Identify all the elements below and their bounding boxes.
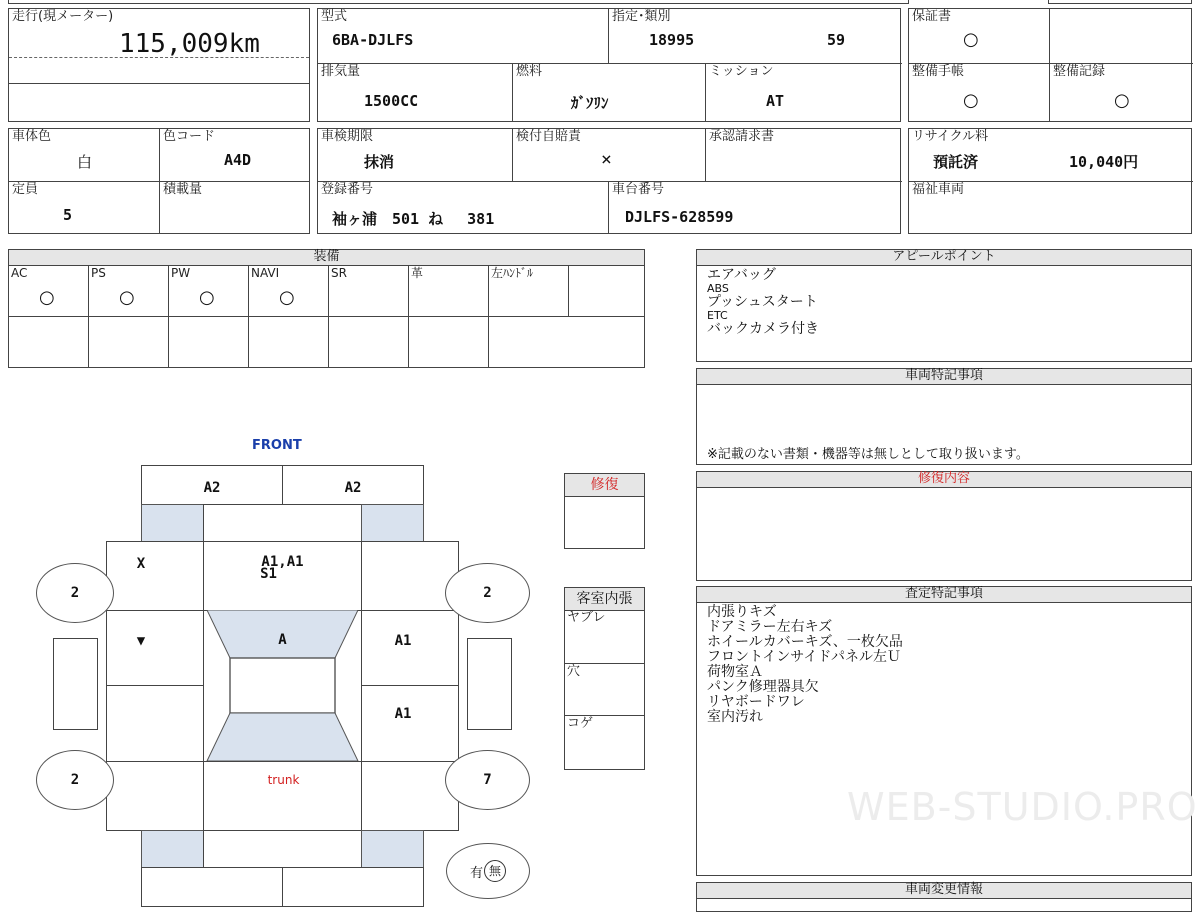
equipment-label: 左ﾊﾝﾄﾞﾙ xyxy=(491,266,534,280)
chassis-cell xyxy=(609,182,902,233)
equipment-blank-cell xyxy=(169,317,249,367)
windshield-label: A xyxy=(278,632,287,648)
rear-bumper-left xyxy=(141,867,283,907)
reg-cell xyxy=(318,182,609,233)
warranty-block xyxy=(908,8,1192,122)
warranty-blank-cell xyxy=(1050,9,1193,64)
right-fender xyxy=(361,541,459,611)
recycle-cell xyxy=(909,129,1193,182)
spec-value-1: 18995 xyxy=(649,31,695,49)
spare-yes-label: 有 xyxy=(469,865,483,881)
tire-rear-right-label: 7 xyxy=(483,772,492,788)
mileage-value: 115,009km xyxy=(119,29,260,59)
left-front-door-label: ▼ xyxy=(136,633,146,649)
inspection-block xyxy=(317,128,901,234)
appeal-line: エアバッグ xyxy=(707,267,776,283)
assessment-box xyxy=(696,586,1198,876)
welfare-label: 福祉車両 xyxy=(912,182,965,197)
transmission-label: ミッション xyxy=(709,64,774,79)
inspection-value: 抹消 xyxy=(364,153,395,171)
front-bumper-right xyxy=(282,465,424,505)
warranty-value: ○ xyxy=(963,29,979,50)
color-code-label: 色コード xyxy=(163,129,216,144)
right-sill xyxy=(467,638,512,730)
equipment-cell xyxy=(9,265,89,317)
equipment-label: 革 xyxy=(411,266,424,280)
insurance-cell xyxy=(513,129,706,182)
left-fender-label: X xyxy=(136,556,146,572)
assessment-line: パンク修理器具欠 xyxy=(707,679,819,695)
interior-item xyxy=(565,664,644,716)
left-quarter xyxy=(106,761,204,831)
maint-record-value: ○ xyxy=(1114,90,1130,111)
capacity-cell xyxy=(9,182,160,233)
equipment-label: AC xyxy=(11,266,28,280)
front-bumper-left xyxy=(141,465,283,505)
equipment-blank-cell xyxy=(569,317,644,367)
repair-content-box xyxy=(696,471,1192,581)
maint-book-label: 整備手帳 xyxy=(912,64,965,79)
capacity-value: 5 xyxy=(63,206,73,224)
spec-cell xyxy=(609,9,902,64)
rear-right-corner xyxy=(361,830,424,868)
reg-label: 登録番号 xyxy=(321,182,374,197)
appeal-list xyxy=(707,268,819,337)
repair-box-title: 修復 xyxy=(565,474,644,497)
top-edge-line-right xyxy=(1048,0,1192,4)
equipment-value: ○ xyxy=(279,287,295,308)
mileage-block xyxy=(8,8,310,122)
assessment-line: 内張りキズ xyxy=(707,604,777,620)
model-cell xyxy=(318,9,609,64)
welfare-cell xyxy=(909,182,1193,233)
recycle-amount: 10,040円 xyxy=(1069,153,1139,171)
maint-book-value: ○ xyxy=(963,90,979,111)
warranty-cell xyxy=(909,9,1050,64)
displacement-value: 1500CC xyxy=(364,92,419,110)
repair-box xyxy=(564,473,645,549)
trunk-lid xyxy=(203,761,362,831)
equipment-value: ○ xyxy=(39,287,55,308)
equipment-cell xyxy=(329,265,409,317)
equipment-cell xyxy=(249,265,329,317)
equipment-cell xyxy=(569,265,644,317)
interior-item-label: 穴 xyxy=(567,664,581,679)
assessment-line: 荷物室Ａ xyxy=(707,664,763,680)
left-front-door xyxy=(106,610,204,686)
tire-rear-left xyxy=(36,750,114,810)
tire-front-right-label: 2 xyxy=(483,585,492,601)
notes-footer: ※記載のない書類・機器等は無しとして取り扱います。 xyxy=(707,447,1029,462)
load-cell xyxy=(160,182,309,233)
right-rear-door xyxy=(361,685,459,762)
fuel-cell xyxy=(513,64,706,121)
transmission-value: AT xyxy=(766,92,785,110)
insurance-label: 検付自賠責 xyxy=(516,129,582,144)
approval-cell xyxy=(706,129,902,182)
appeal-line: ETC xyxy=(707,309,728,322)
front-center xyxy=(203,504,362,542)
equipment-blank-cell xyxy=(249,317,329,367)
rear-left-corner xyxy=(141,830,204,868)
inspection-label: 車検期限 xyxy=(321,129,374,144)
assessment-title: 査定特記事項 xyxy=(697,587,1191,603)
maint-record-label: 整備記録 xyxy=(1053,64,1106,79)
interior-item-label: ヤブレ xyxy=(567,610,606,625)
equipment-label: PS xyxy=(91,266,106,280)
tire-front-left-label: 2 xyxy=(70,585,80,601)
displacement-label: 排気量 xyxy=(321,64,361,79)
spec-label: 指定･類別 xyxy=(612,9,671,24)
rear-center xyxy=(203,830,362,868)
equipment-title: 装備 xyxy=(9,250,644,266)
mileage-divider xyxy=(9,83,309,84)
recycle-status: 預託済 xyxy=(933,153,979,171)
interior-item xyxy=(565,716,644,769)
left-rear-door xyxy=(106,685,204,762)
equipment-blank-cell xyxy=(89,317,169,367)
front-label: FRONT xyxy=(252,438,302,453)
color-value: 白 xyxy=(77,153,93,171)
assessment-line: フロントインサイドパネル左Ｕ xyxy=(707,649,902,665)
displacement-cell xyxy=(318,64,513,121)
chassis-value: DJLFS-628599 xyxy=(625,208,734,226)
roof-panel-shape xyxy=(230,658,335,713)
equipment-grid xyxy=(9,265,644,367)
equipment-table xyxy=(8,249,645,368)
notes-title: 車両特記事項 xyxy=(697,369,1191,385)
rear-glass-shape xyxy=(207,713,358,761)
equipment-blank-cell xyxy=(489,317,569,367)
equipment-label: PW xyxy=(171,266,191,280)
appeal-line: バックカメラ付き xyxy=(707,321,819,337)
inspection-cell xyxy=(318,129,513,182)
equipment-cell xyxy=(489,265,569,317)
model-block xyxy=(317,8,901,122)
transmission-cell xyxy=(706,64,902,121)
recycle-label: リサイクル料 xyxy=(912,129,989,144)
warranty-label: 保証書 xyxy=(912,9,952,24)
change-info-box xyxy=(696,882,1192,912)
equipment-cell xyxy=(89,265,169,317)
front-right-corner xyxy=(361,504,424,542)
hood-label-2: S1 xyxy=(260,566,277,582)
front-bumper-left-label: A2 xyxy=(203,480,221,496)
appeal-line: プッシュスタート xyxy=(707,294,818,310)
model-value: 6BA-DJLFS xyxy=(332,31,414,49)
color-label: 車体色 xyxy=(12,129,52,144)
color-block xyxy=(8,128,310,234)
mileage-label: 走行(現メーター) xyxy=(12,9,114,24)
interior-title: 客室内張 xyxy=(565,588,644,611)
load-label: 積載量 xyxy=(163,182,203,197)
equipment-cell xyxy=(169,265,249,317)
color-cell xyxy=(9,129,160,182)
left-sill xyxy=(53,638,98,730)
equipment-cell xyxy=(409,265,489,317)
trunk-label: trunk xyxy=(267,773,300,787)
equipment-value: ○ xyxy=(119,287,135,308)
capacity-label: 定員 xyxy=(12,182,39,197)
color-code-value: A4D xyxy=(224,151,252,169)
front-bumper-right-label: A2 xyxy=(344,480,362,496)
model-label: 型式 xyxy=(321,9,348,24)
reg-value: 袖ヶ浦 501 ね 381 xyxy=(332,210,495,228)
assessment-line: ドアミラー左右キズ xyxy=(707,619,833,635)
interior-item-label: コゲ xyxy=(567,716,594,731)
spare-no-circle xyxy=(484,860,506,882)
assessment-line: 室内汚れ xyxy=(707,709,763,725)
notes-box xyxy=(696,368,1192,465)
fuel-value: ｶﾞｿﾘﾝ xyxy=(571,94,609,112)
right-quarter xyxy=(361,761,459,831)
hood xyxy=(203,541,362,611)
top-edge-line-left xyxy=(8,0,909,4)
assessment-line: リヤボードワレ xyxy=(707,694,805,710)
rear-bumper-right xyxy=(282,867,424,907)
fuel-label: 燃料 xyxy=(516,64,543,79)
interior-box xyxy=(564,587,645,770)
equipment-blank-cell xyxy=(329,317,409,367)
appeal-line: ABS xyxy=(707,282,729,295)
car-diagram xyxy=(0,430,560,900)
tire-front-right xyxy=(445,563,530,623)
tire-rear-right xyxy=(445,750,530,810)
spec-value-2: 59 xyxy=(827,31,846,49)
right-rear-door-label: A1 xyxy=(394,706,412,722)
front-left-corner xyxy=(141,504,204,542)
assessment-list xyxy=(707,605,903,725)
chassis-label: 車台番号 xyxy=(612,182,665,197)
spare-tire xyxy=(446,843,530,899)
watermark: WEB-STUDIO.PRO xyxy=(847,785,1198,829)
right-front-door xyxy=(361,610,459,686)
spare-no-label: 無 xyxy=(488,864,501,878)
assessment-line: ホイールカバーキズ、一枚欠品 xyxy=(707,634,903,650)
equipment-value: ○ xyxy=(199,287,215,308)
tire-rear-left-label: 2 xyxy=(70,772,80,788)
insurance-value: × xyxy=(601,149,612,170)
hood-label-1: A1,A1 xyxy=(261,554,304,570)
maint-record-cell xyxy=(1050,64,1193,121)
equipment-label: SR xyxy=(331,266,347,280)
approval-label: 承認請求書 xyxy=(709,129,775,144)
appeal-box xyxy=(696,249,1192,362)
recycle-block xyxy=(908,128,1192,234)
tire-front-left xyxy=(36,563,114,623)
repair-content-title: 修復内容 xyxy=(697,472,1191,488)
maint-book-cell xyxy=(909,64,1050,121)
change-info-title: 車両変更情報 xyxy=(697,883,1191,899)
equipment-blank-cell xyxy=(9,317,89,367)
interior-item xyxy=(565,610,644,664)
color-code-cell xyxy=(160,129,309,182)
equipment-label: NAVI xyxy=(251,266,280,280)
equipment-blank-cell xyxy=(409,317,489,367)
right-front-door-label: A1 xyxy=(394,633,412,649)
appeal-title: アピールポイント xyxy=(697,250,1191,266)
